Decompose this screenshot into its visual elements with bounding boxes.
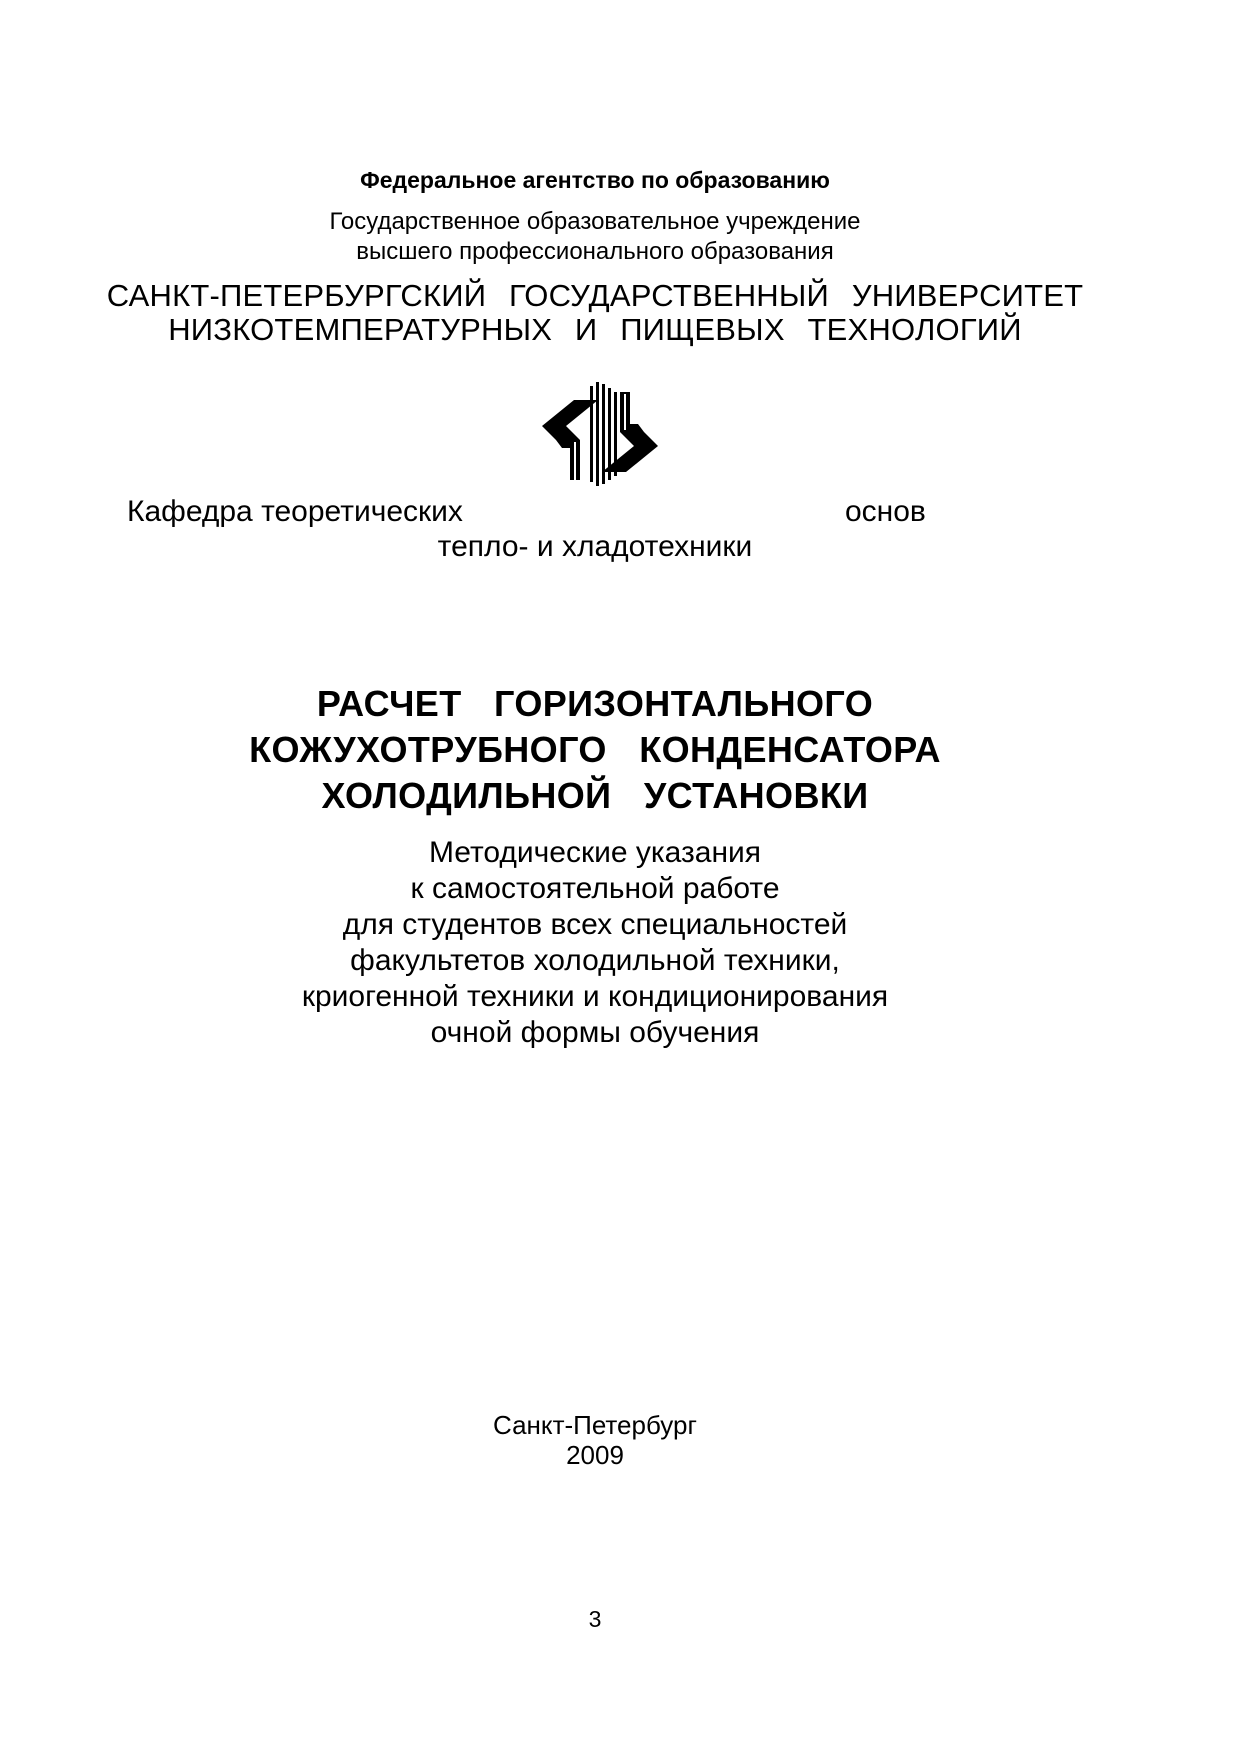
university-name-line1: САНКТ-ПЕТЕРБУРГСКИЙ ГОСУДАРСТВЕННЫЙ УНИВЕРСИТЕТ (106, 278, 1084, 313)
subtitle-line: к самостоятельной работе (410, 872, 780, 905)
subtitle-line: Методические указания (428, 836, 762, 869)
subtitle-line: криогенной техники и кондиционирования (301, 980, 889, 1013)
department-name-left: Кафедра теоретических (127, 495, 463, 528)
department-name-line2: тепло- и хладотехники (437, 530, 753, 563)
document-title-line1: РАСЧЕТ ГОРИЗОНТАЛЬНОГО (316, 683, 874, 724)
subtitle-line: факультетов холодильной техники, (350, 944, 840, 977)
university-logo-icon (540, 382, 660, 490)
subtitle-line: очной формы обучения (430, 1016, 760, 1049)
page-number: 3 (588, 1606, 602, 1632)
publication-city: Санкт-Петербург (493, 1410, 697, 1440)
document-title-line2: КОЖУХОТРУБНОГО КОНДЕНСАТОРА (249, 729, 941, 770)
subtitle-line: для студентов всех специальностей (342, 908, 848, 941)
institution-level: высшего профессионального образования (356, 238, 834, 265)
agency-name: Федеральное агентство по образованию (360, 167, 830, 193)
university-name-line2: НИЗКОТЕМПЕРАТУРНЫХ И ПИЩЕВЫХ ТЕХНОЛОГИЙ (168, 312, 1022, 347)
institution-type: Государственное образовательное учреждение (329, 208, 861, 235)
department-name-right: основ (845, 495, 926, 528)
publication-year: 2009 (566, 1440, 624, 1470)
document-title-line3: ХОЛОДИЛЬНОЙ УСТАНОВКИ (321, 775, 869, 816)
